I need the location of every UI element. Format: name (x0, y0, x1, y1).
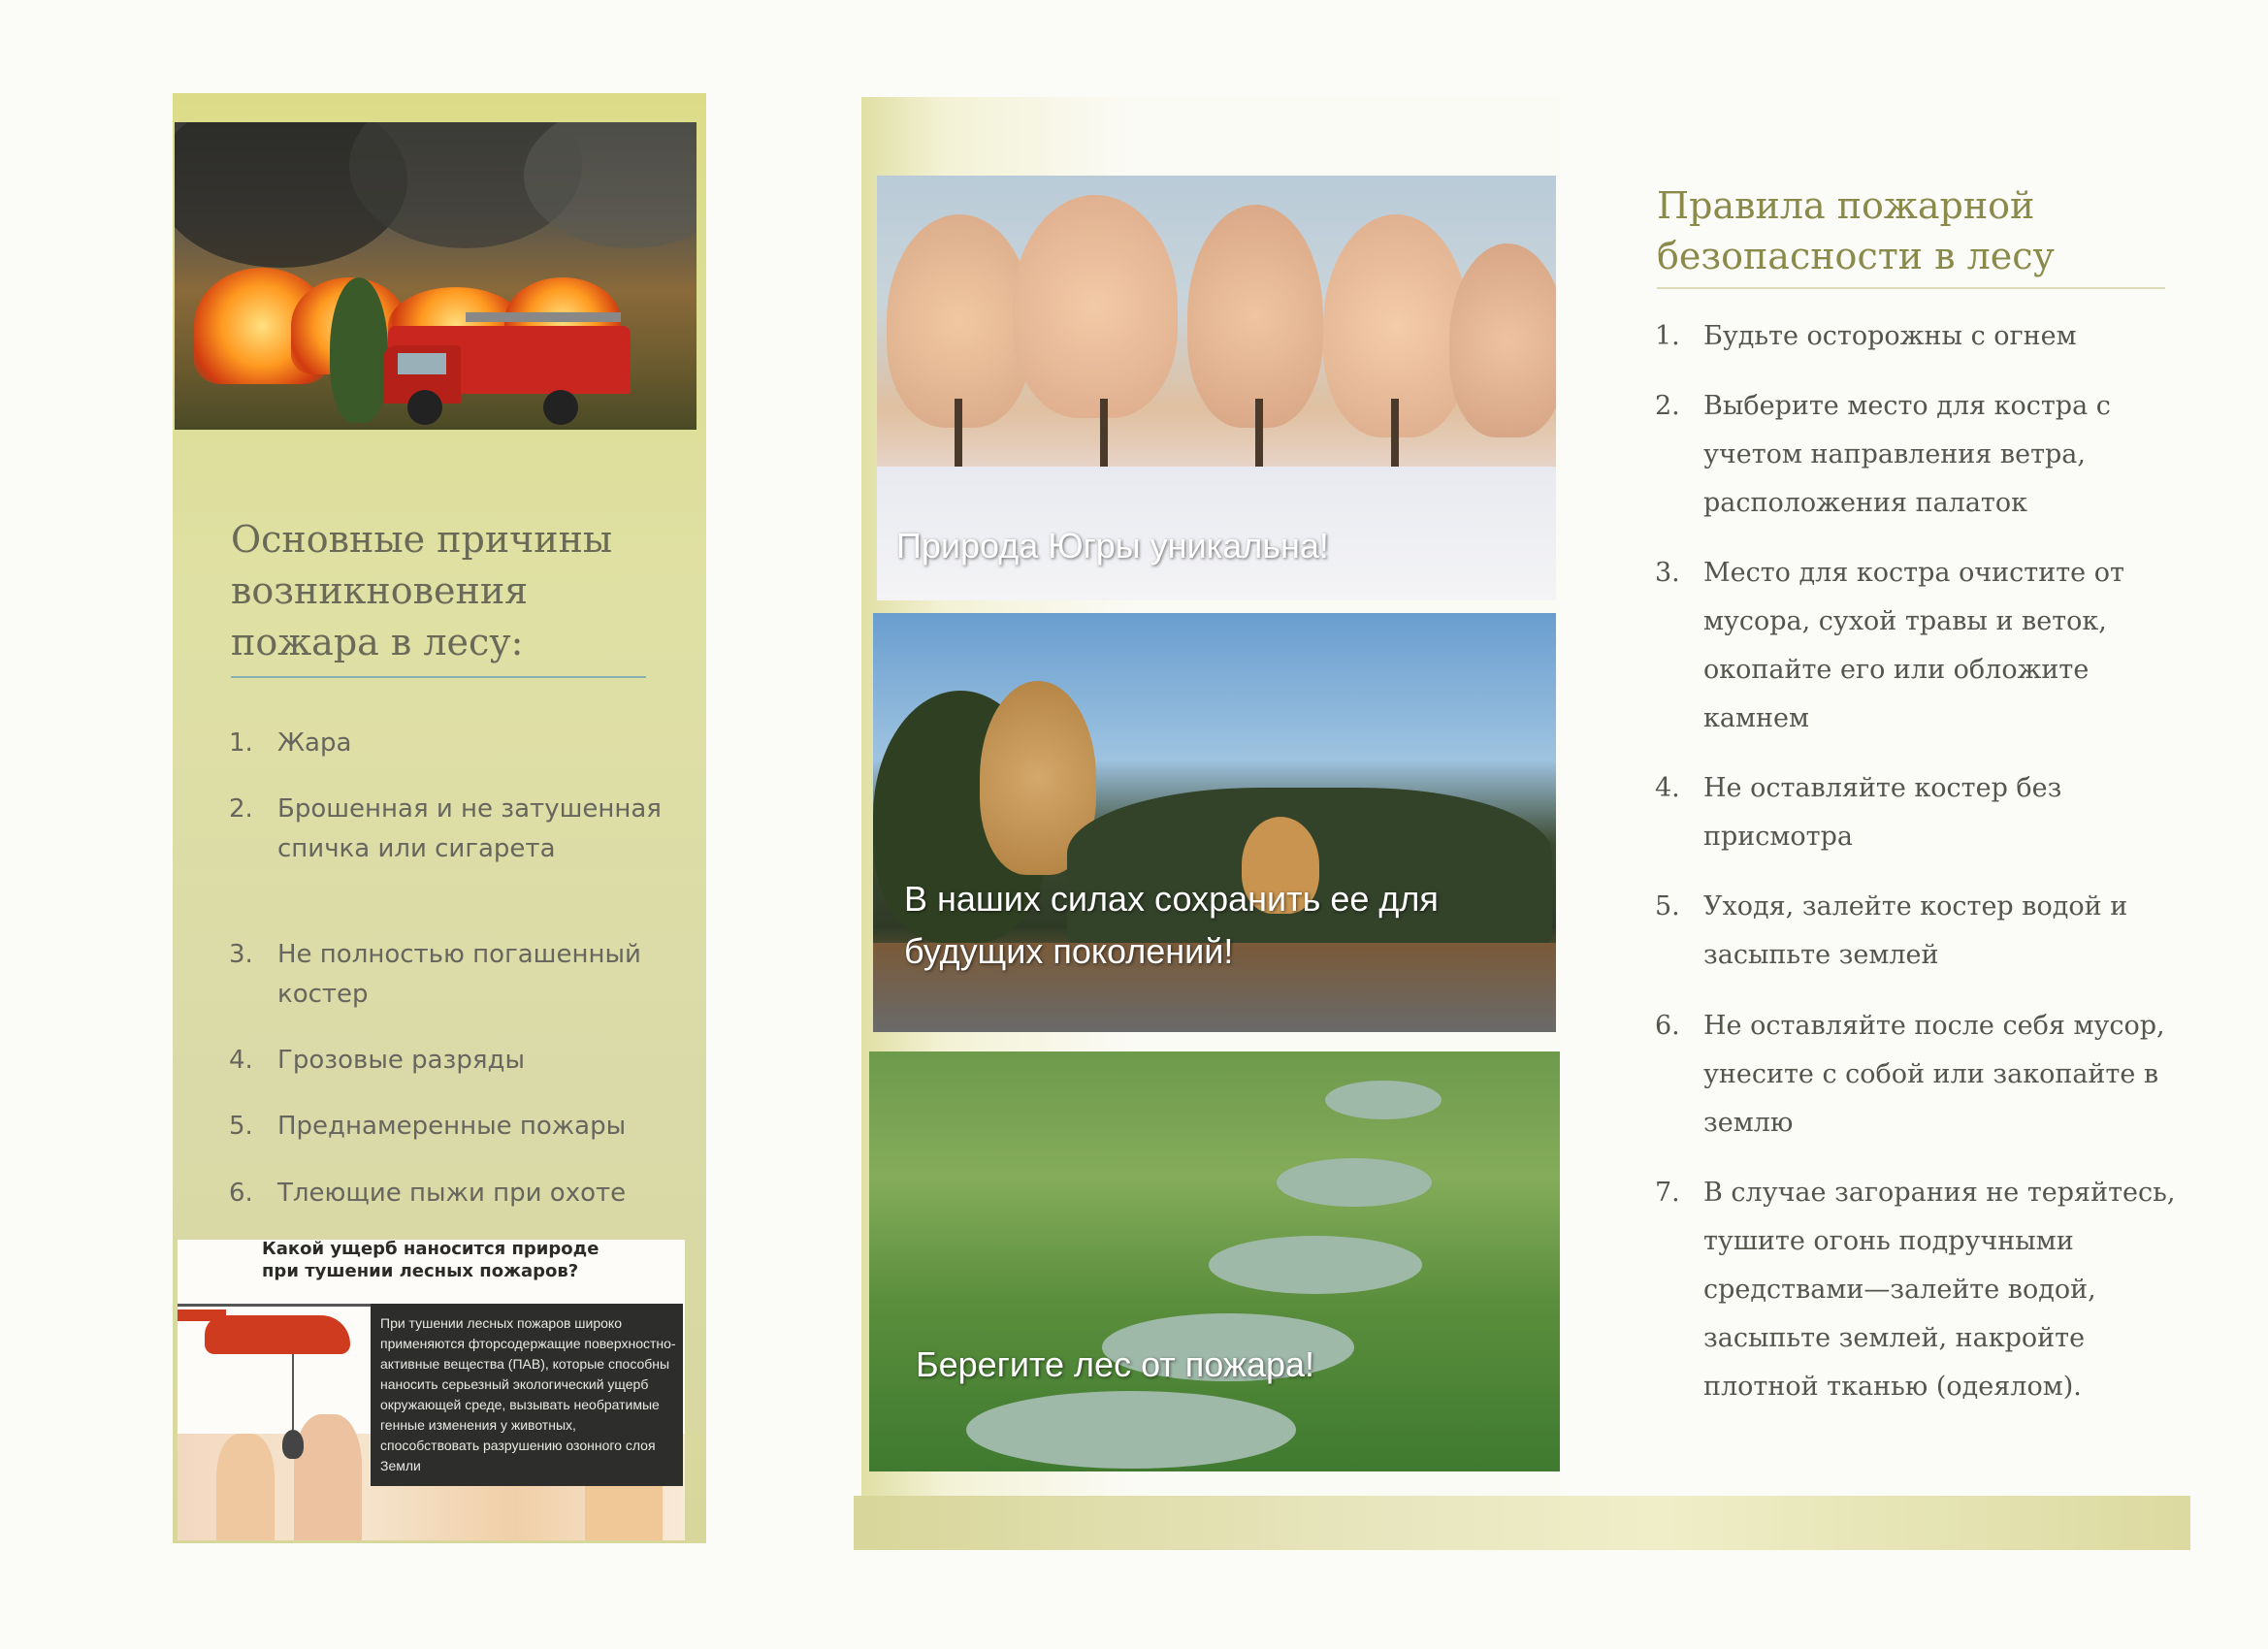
causes-title-underline (231, 676, 646, 678)
rule-text: Будьте осторожны с огнем (1703, 321, 2077, 351)
rule-number: 7. (1655, 1178, 1680, 1208)
rule-text: Не оставляйте после себя мусор, унесите с собой или закопайте в землю (1703, 1011, 2165, 1138)
rule-number: 5. (1655, 891, 1680, 922)
cause-text: Не полностью погашенный костер (277, 940, 641, 1009)
rules-title: Правила пожарной безопасности в лесу (1657, 184, 2055, 277)
cause-number: 6. (229, 1179, 253, 1208)
rule-text: Не оставляйте костер без присмотра (1703, 773, 2062, 852)
caption-unique-nature: Природа Югры уникальна! (896, 526, 1329, 566)
cause-text: Тлеющие пыжи при охоте (277, 1179, 627, 1208)
forest-river-photo (869, 1051, 1560, 1471)
cause-number: 2. (229, 794, 253, 824)
rules-title-underline (1657, 287, 2165, 289)
damage-text: При тушении лесных пожаров широко применяются фторсодержащие поверхностно-активные вещества (ПАВ), которые способны наносить серьезный экологический ущерб окружающей среде, вызывать необратимые генные изменения у животных, способствовать разрушению озонного слоя Земли (380, 1315, 676, 1473)
cause-text: Брошенная и не затушенная спичка или сигарета (277, 794, 662, 863)
causes-title: Основные причины возникновения пожара в лесу: (231, 518, 613, 663)
caption-preserve-for-future: В наших силах сохранить ее для будущих поколений! (904, 879, 1439, 971)
caption-protect-forest: Берегите лес от пожара! (916, 1344, 1315, 1384)
cause-number: 3. (229, 940, 253, 969)
cause-number: 1. (229, 728, 253, 758)
rule-text: В случае загорания не теряйтесь, тушите огонь подручными средствами—залейте водой, засыпьте землей, накройте плотной тканью (одеялом). (1703, 1178, 2176, 1402)
damage-title: Какой ущерб наносится природе при тушении лесных пожаров? (262, 1239, 599, 1281)
rule-text: Место для костра очистите от мусора, сухой травы и веток, окопайте его или обложите камнем (1703, 558, 2124, 733)
cause-text: Преднамеренные пожары (277, 1112, 627, 1141)
cause-text: Грозовые разряды (277, 1046, 526, 1075)
bottom-decorative-strip (854, 1496, 2190, 1550)
rule-number: 2. (1655, 391, 1680, 421)
cause-number: 5. (229, 1112, 253, 1141)
helicopter-icon (205, 1315, 350, 1354)
rule-number: 4. (1655, 773, 1680, 803)
forest-fire-photo (175, 122, 697, 430)
rule-text: Выберите место для костра с учетом направления ветра, расположения палаток (1703, 391, 2111, 518)
cause-number: 4. (229, 1046, 253, 1075)
rule-number: 6. (1655, 1011, 1680, 1041)
rule-text: Уходя, залейте костер водой и засыпьте землей (1703, 891, 2128, 970)
cause-text: Жара (277, 728, 352, 758)
rule-number: 3. (1655, 558, 1680, 588)
rule-number: 1. (1655, 321, 1680, 351)
